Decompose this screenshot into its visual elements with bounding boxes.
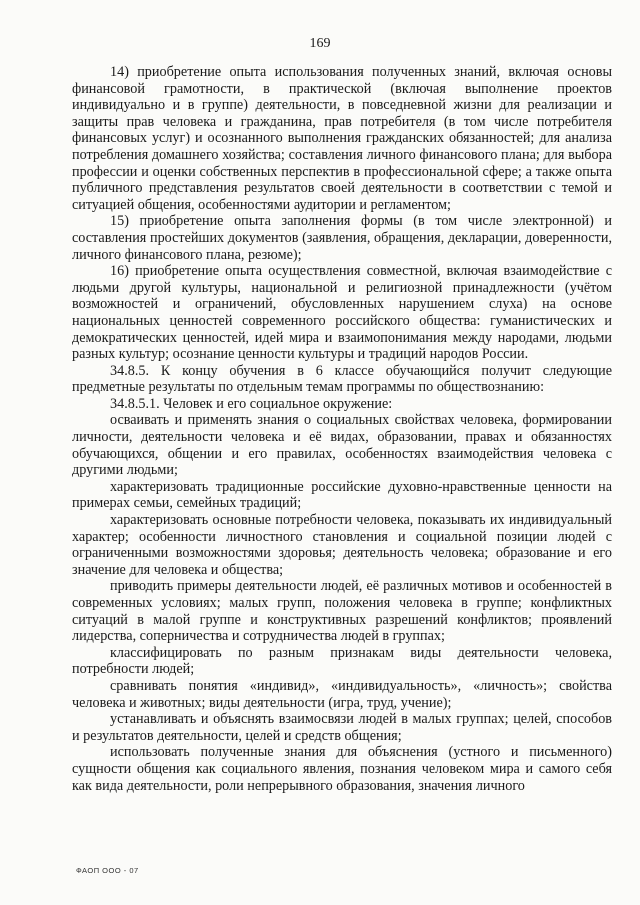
paragraph-subsection-34-8-5-1: 34.8.5.1. Человек и его социальное окружение: <box>110 395 393 412</box>
paragraph-section-34-8-5: 34.8.5. К концу обучения в 6 классе обучающийся получит следующие предметные результаты по отдельным темам программы по обществознанию: <box>72 362 612 396</box>
paragraph-harakterizovat-potrebnosti: характеризовать основные потребности человека, показывать их индивидуальный характер; особенности личностного становления и социальной позиции людей с ограниченными возможностями здоровья; деятельность человека; образование и его значение для человека и общества; <box>72 512 612 578</box>
paragraph-osvaivat: осваивать и применять знания о социальных свойствах человека, формировании личности, деятельности человека и её видах, образовании, правах и обязанностях обучающихся, общении и его правилах, особенностях взаимодействия человека с другими людьми; <box>72 412 612 479</box>
paragraph-klassificirovat: классифицировать по разным признакам виды деятельности человека, потребности людей; <box>72 644 612 678</box>
body-text <box>72 64 612 794</box>
paragraph-ustanavlivat: устанавливать и объяснять взаимосвязи людей в малых группах; целей, способов и результатов деятельности, целей и средств общения; <box>72 711 612 744</box>
paragraph-ispolzovat: использовать полученные знания для объяснения (устного и письменного) сущности общения как социального явления, познания человеком мира и самого себя как вида деятельности, роли непрерывного образования, значения личного <box>72 744 612 794</box>
paragraph-sravnivat: сравнивать понятия «индивид», «индивидуальность», «личность»; свойства человека и животных; виды деятельности (игра, труд, учение); <box>72 677 612 711</box>
paragraph-item-15: 15) приобретение опыта заполнения формы (в том числе электронной) и составления простейших документов (заявления, обращения, декларации, доверенности, личного финансового плана, резюме); <box>72 213 612 263</box>
paragraph-privodit-primery: приводить примеры деятельности людей, её различных мотивов и особенностей в современных условиях; малых групп, положения человека в группе; конфликтных ситуаций в малой группе и конструктивных разрешений конфликтов; проявлений лидерства, соперничества и сотрудничества людей в группах; <box>72 578 612 645</box>
paragraph-harakterizovat-cennosti: характеризовать традиционные российские духовно-нравственные ценности на примерах семьи, семейных традиций; <box>72 478 612 512</box>
paragraph-item-16: 16) приобретение опыта осуществления совместной, включая взаимодействие с людьми другой культуры, национальной и религиозной принадлежности (учётом возможностей и ограничений, обусловленных нарушением слуха) на основе национальных ценностей современного российского общества: гуманистических и демократических ценностей, идей мира и взаимопонимания между народами, людьми разных культур; осознание ценности культуры и традиций народов России. <box>72 263 612 363</box>
footer-code: ФАОП ООО - 07 <box>76 866 139 875</box>
page-number: 169 <box>309 36 331 51</box>
paragraph-item-14: 14) приобретение опыта использования полученных знаний, включая основы финансовой грамотности, в практической (включая выполнение проектов индивидуально и в группе) деятельности, в повседневной жизни для реализации и защиты прав человека и гражданина, прав потребителя (в том числе потребителя финансовых услуг) и осознанного выполнения гражданских обязанностей; для анализа потребления домашнего хозяйства; составления личного финансового плана; для выбора профессии и оценки собственных перспектив в профессиональной сфере; а также опыта публичного представления результатов своей деятельности в соответствии с темой и ситуацией общения, особенностями аудитории и регламентом; <box>72 64 612 213</box>
